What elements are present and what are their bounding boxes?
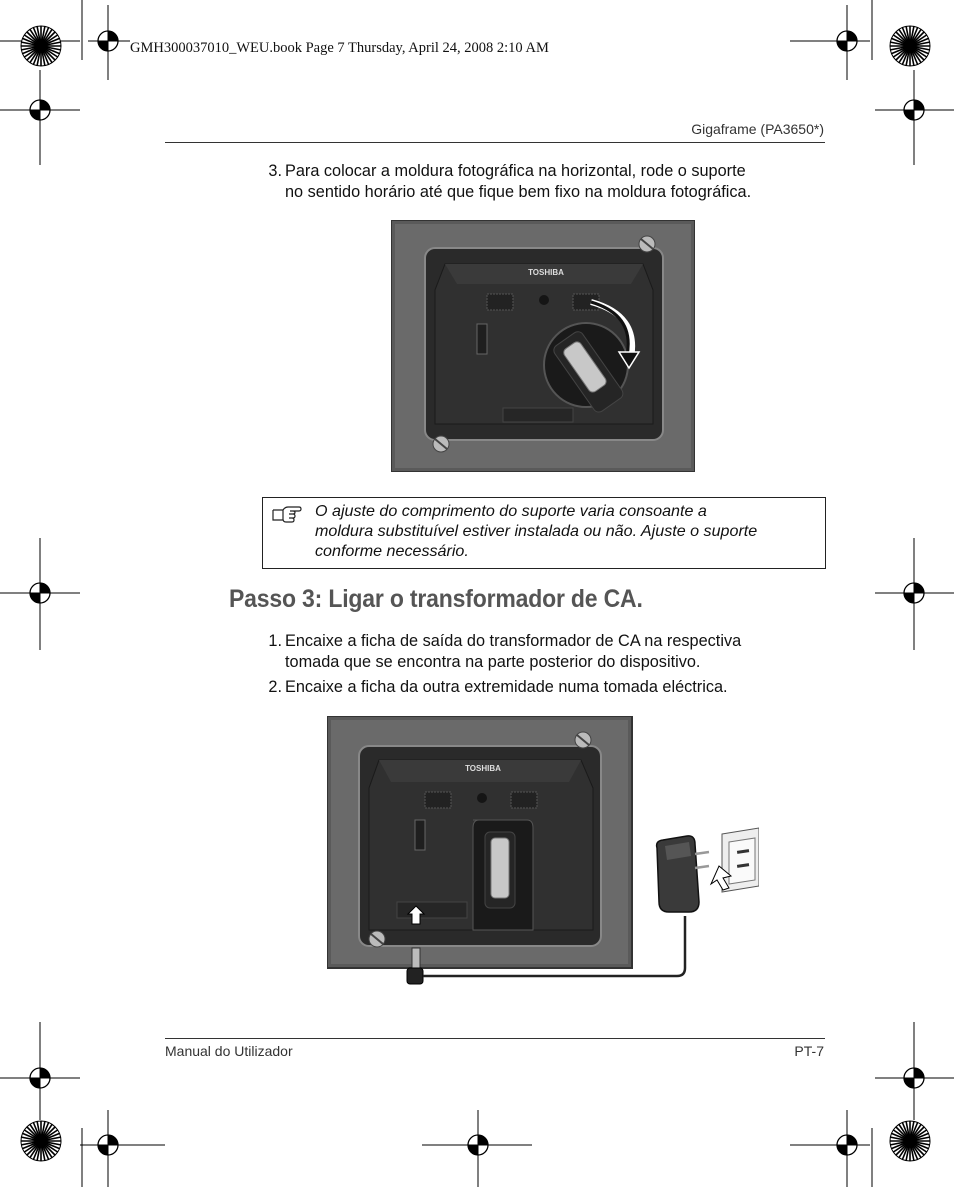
list-item	[262, 631, 832, 675]
header-rule	[165, 142, 825, 143]
brand-label: TOSHIBA	[465, 764, 501, 773]
footer-manual-name: Manual do Utilizador	[165, 1043, 293, 1059]
footer-rule	[165, 1038, 825, 1039]
ac-adapter-illustration	[327, 716, 759, 986]
list-item	[262, 161, 832, 205]
print-slug: GMH300037010_WEU.book Page 7 Thursday, April 24, 2008 2:10 AM	[130, 40, 549, 56]
list-item	[262, 677, 832, 699]
list-text: Encaixe a ficha da outra extremidade numa tomada eléctrica.	[285, 678, 728, 696]
note-box	[262, 497, 826, 569]
page-number: PT-7	[794, 1043, 824, 1059]
list-number: 3.	[268, 162, 282, 180]
note-text: O ajuste do comprimento do suporte varia consoante a moldura substituível estiver instalada ou não. Ajuste o suporte conforme necessário.	[315, 502, 758, 560]
frame-rotation-illustration	[391, 220, 695, 472]
running-header: Gigaframe (PA3650*)	[691, 121, 824, 137]
pointing-hand-icon	[271, 506, 303, 524]
list-text: Para colocar a moldura fotográfica na horizontal, rode o suporte no sentido horário até que fique bem fixo na moldura fotográfica.	[285, 162, 752, 201]
list-number: 2.	[268, 678, 282, 696]
list-number: 1.	[268, 632, 282, 650]
list-text: Encaixe a ficha de saída do transformador de CA na respectiva tomada que se encontra na parte posterior do dispositivo.	[285, 632, 742, 671]
brand-label: TOSHIBA	[528, 268, 564, 277]
section-heading: Passo 3: Ligar o transformador de CA.	[229, 585, 643, 613]
